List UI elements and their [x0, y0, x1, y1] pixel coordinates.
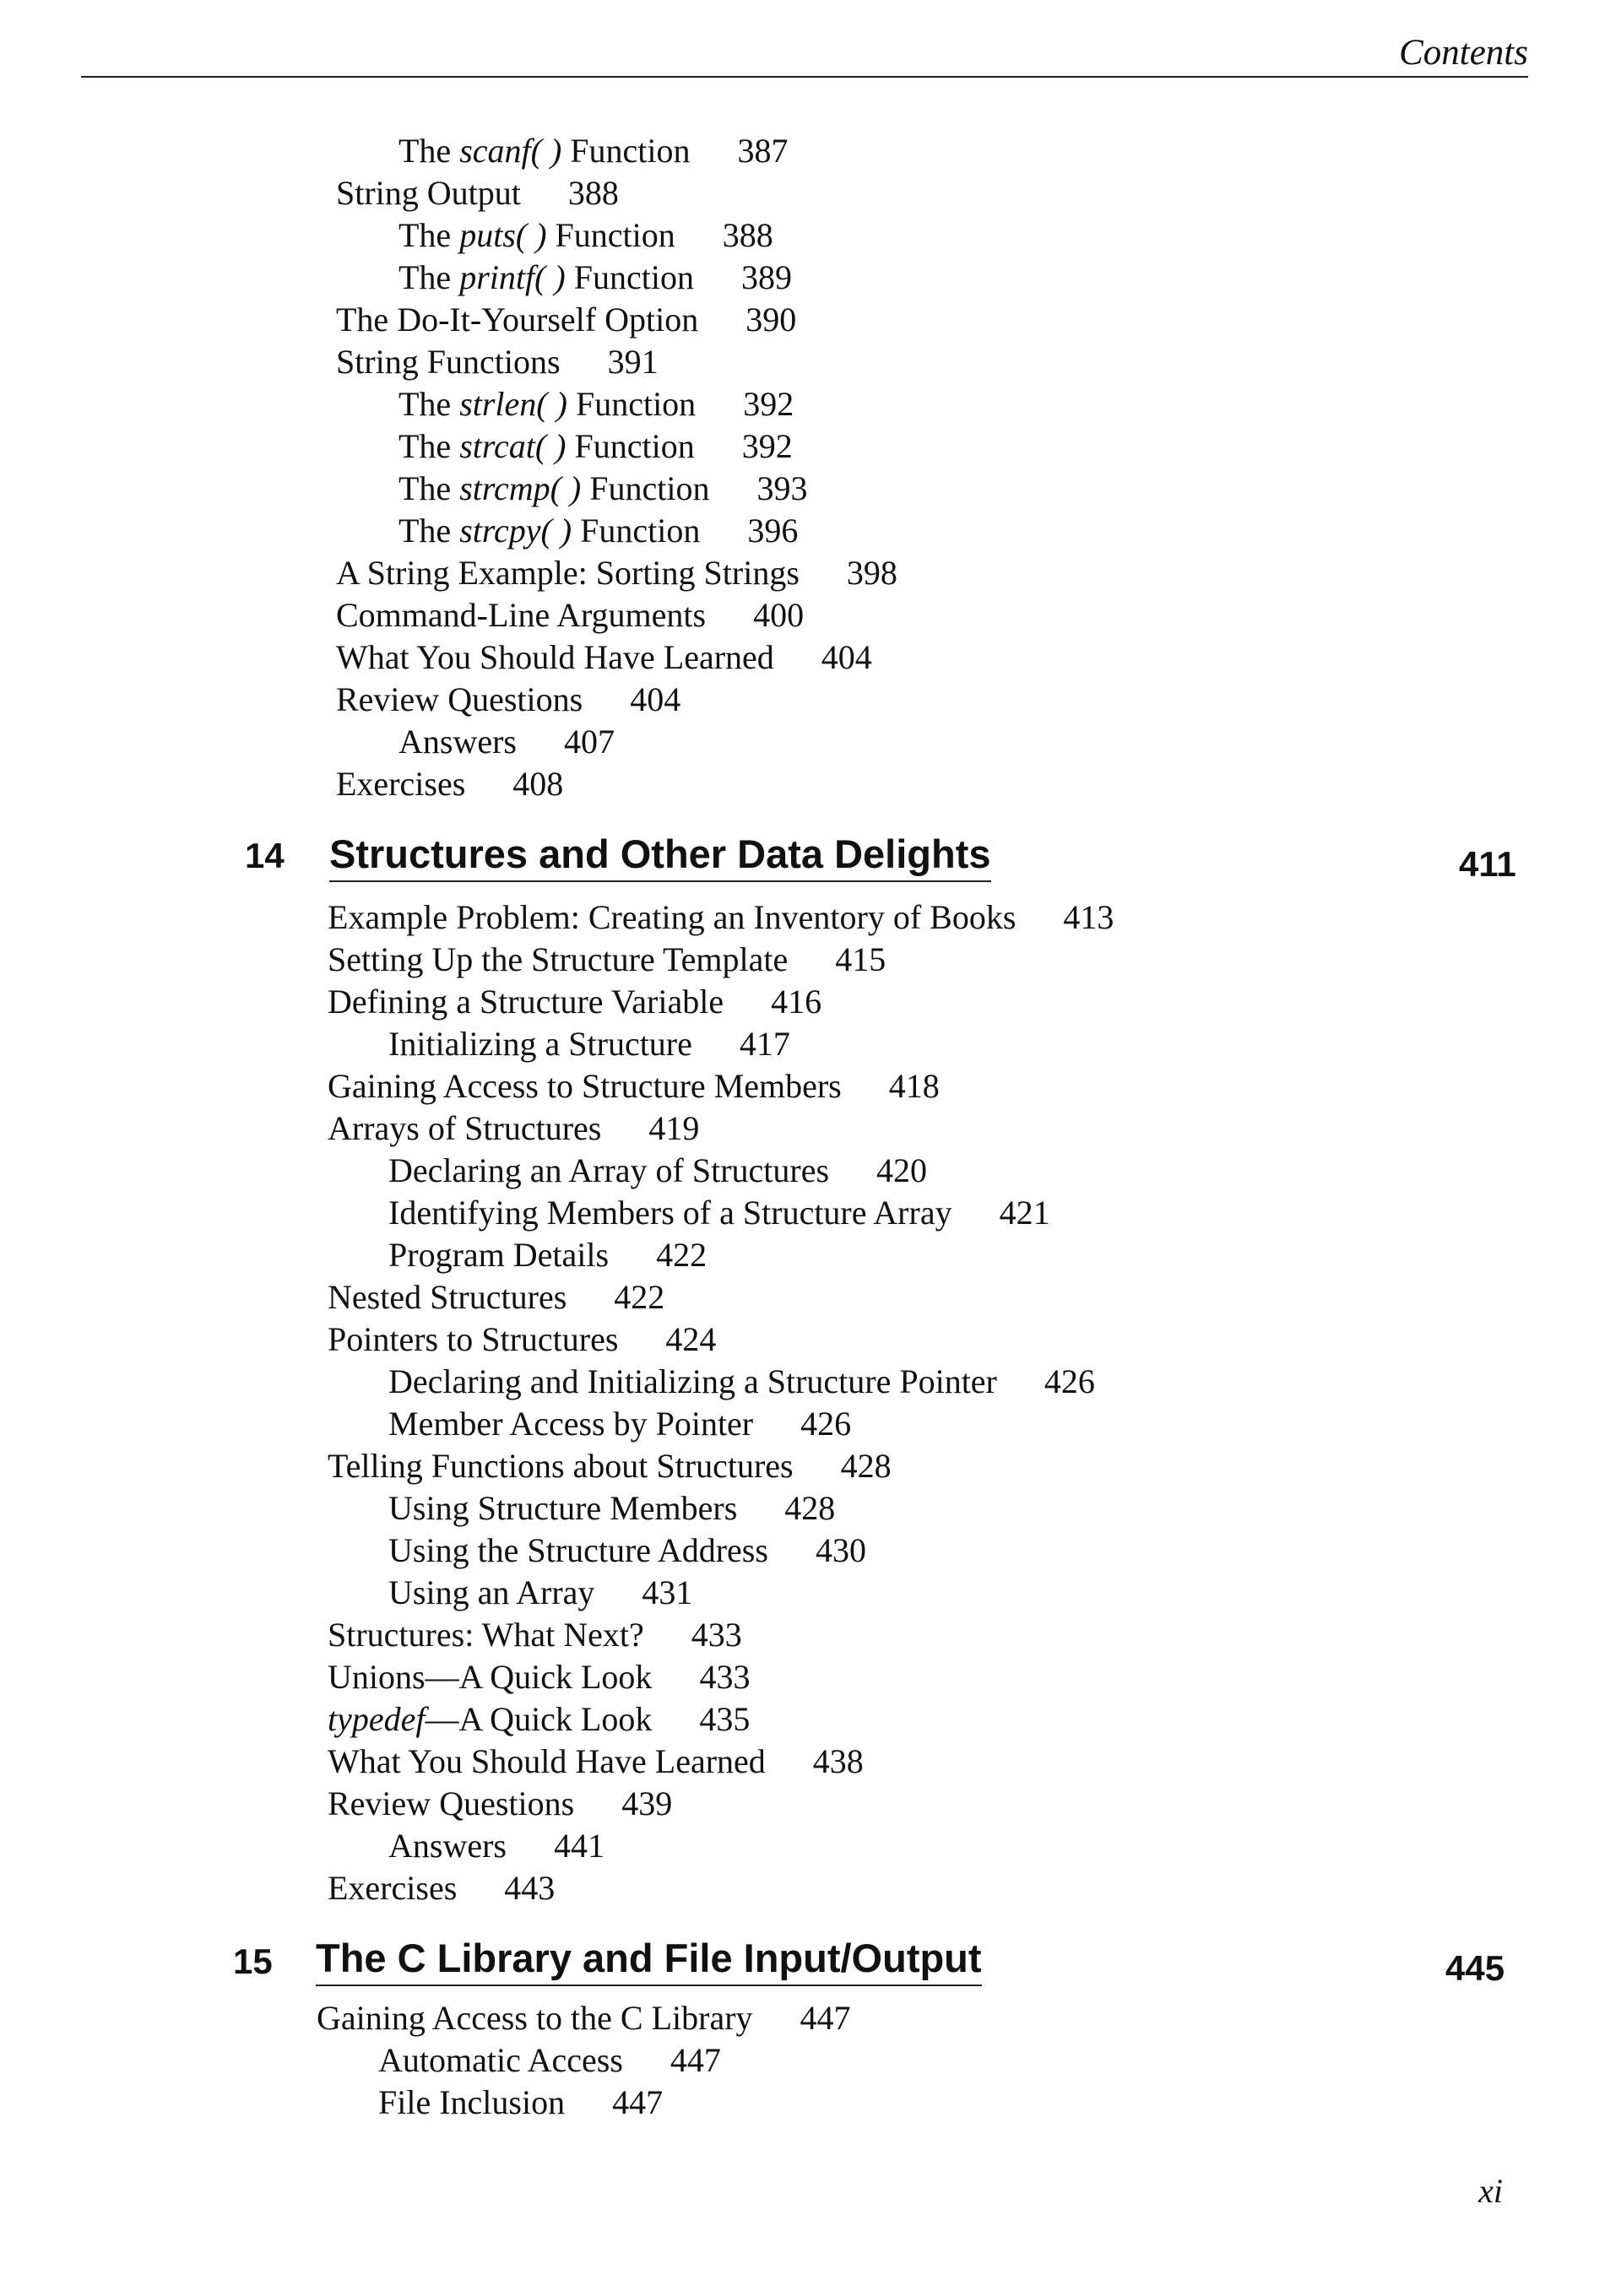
toc-entry-title: Setting Up the Structure Template	[328, 940, 789, 978]
chapter-14-title: Structures and Other Data Delights	[329, 831, 991, 882]
toc-entry	[328, 1698, 750, 1741]
toc-entry-title: Automatic Access	[378, 2041, 623, 2079]
toc-entry-page: 422	[656, 1236, 707, 1274]
toc-entry-title: The scanf( ) Function	[398, 132, 691, 170]
toc-entry-title: The puts( ) Function	[398, 216, 675, 254]
code-term: printf( )	[459, 258, 566, 296]
toc-entry-page: 417	[739, 1025, 790, 1063]
toc-entry-page: 421	[999, 1194, 1050, 1232]
toc-entry-page: 419	[648, 1109, 700, 1147]
running-head-title: Contents	[1399, 33, 1528, 73]
toc-entry-page: 422	[614, 1278, 665, 1316]
toc-entry-title: Using the Structure Address	[388, 1531, 768, 1569]
running-head	[81, 30, 1528, 78]
toc-entry	[388, 1023, 790, 1065]
page-folio: xi	[1478, 2172, 1503, 2210]
toc-entry-title: Unions—A Quick Look	[328, 1658, 653, 1696]
toc-entry-title: Telling Functions about Structures	[328, 1447, 794, 1485]
toc-entry-title: String Output	[336, 174, 521, 212]
toc-entry-title: Identifying Members of a Structure Array	[388, 1194, 952, 1232]
toc-entry-page: 391	[607, 343, 659, 381]
code-term: strlen( )	[459, 385, 567, 423]
toc-entry-page: 398	[846, 554, 897, 592]
toc-entry	[388, 1192, 1050, 1234]
toc-entry	[336, 594, 804, 636]
toc-entry-title: Nested Structures	[328, 1278, 567, 1316]
toc-entry-title: Structures: What Next?	[328, 1616, 644, 1654]
toc-entry-page: 430	[815, 1531, 866, 1569]
toc-entry-title: Defining a Structure Variable	[328, 983, 724, 1021]
toc-entry	[388, 1403, 851, 1445]
toc-entry-page: 424	[665, 1320, 717, 1358]
toc-entry	[388, 1487, 835, 1530]
chapter-14-page: 411	[1459, 844, 1516, 884]
toc-entry-page: 447	[800, 1999, 851, 2037]
toc-entry-title: Pointers to Structures	[328, 1320, 619, 1358]
toc-entry-page: 426	[800, 1405, 852, 1443]
toc-entry-page: 407	[563, 723, 615, 761]
toc-entry-title: Answers	[388, 1827, 507, 1865]
toc-entry-title: Member Access by Pointer	[388, 1405, 754, 1443]
toc-entry	[388, 1530, 866, 1572]
toc-entry	[336, 679, 680, 721]
toc-entry-page: 439	[621, 1784, 673, 1822]
toc-entry	[398, 383, 794, 425]
chapter-14-number: 14	[245, 836, 285, 875]
toc-entry	[328, 939, 886, 981]
toc-entry-title: Gaining Access to the C Library	[317, 1999, 753, 2037]
toc-entry-title: Arrays of Structures	[328, 1109, 602, 1147]
toc-entry	[398, 468, 807, 510]
toc-entry-page: 438	[812, 1742, 864, 1780]
toc-entry-title: The Do-It-Yourself Option	[336, 301, 699, 338]
toc-entry-title: Using an Array	[388, 1573, 595, 1611]
toc-entry-title: The printf( ) Function	[398, 258, 694, 296]
toc-entry-title: Exercises	[328, 1869, 458, 1907]
code-term: puts( )	[459, 216, 547, 254]
toc-entry	[398, 257, 792, 299]
toc-entry-page: 413	[1063, 898, 1114, 936]
toc-entry-page: 400	[753, 596, 805, 634]
toc-entry-title: The strcmp( ) Function	[398, 469, 710, 507]
toc-entry-title: Gaining Access to Structure Members	[328, 1067, 842, 1105]
toc-entry-page: 428	[840, 1447, 892, 1485]
toc-entry-page: 431	[642, 1573, 693, 1611]
toc-entry	[336, 636, 872, 679]
toc-entry	[328, 1614, 742, 1656]
toc-entry	[336, 763, 563, 805]
toc-entry	[328, 1656, 750, 1698]
toc-entry	[328, 896, 1114, 939]
toc-entry-page: 392	[741, 427, 793, 465]
toc-entry-page: 433	[699, 1658, 751, 1696]
toc-entry-page: 418	[888, 1067, 940, 1105]
toc-entry	[328, 981, 821, 1023]
toc-entry-page: 443	[504, 1869, 556, 1907]
toc-entry	[388, 1825, 604, 1867]
toc-entry	[328, 1445, 892, 1487]
toc-entry-title: Initializing a Structure	[388, 1025, 692, 1063]
code-term: typedef	[328, 1700, 426, 1738]
toc-entry	[398, 425, 793, 468]
code-term: strcmp( )	[459, 469, 582, 507]
toc-entry	[328, 1867, 555, 1909]
toc-entry-title: Program Details	[388, 1236, 610, 1274]
toc-entry-page: 388	[722, 216, 773, 254]
toc-entry	[398, 721, 615, 763]
toc-entry-title: A String Example: Sorting Strings	[336, 554, 800, 592]
toc-entry-title: What You Should Have Learned	[336, 638, 774, 676]
toc-entry-title: What You Should Have Learned	[328, 1742, 766, 1780]
toc-entry	[398, 130, 789, 172]
toc-entry-page: 392	[743, 385, 794, 423]
toc-entry-page: 390	[745, 301, 797, 338]
code-term: scanf( )	[459, 132, 562, 170]
toc-entry-title: Example Problem: Creating an Inventory of Books	[328, 898, 1017, 936]
toc-entry-page: 447	[612, 2083, 664, 2121]
toc-entry-page: 416	[771, 983, 822, 1021]
toc-entry-title: Answers	[398, 723, 517, 761]
toc-entry-title: String Functions	[336, 343, 561, 381]
chapter-15-page: 445	[1445, 1948, 1505, 1988]
toc-entry-page: 393	[756, 469, 808, 507]
toc-entry-title: Review Questions	[336, 680, 583, 718]
toc-entry-title: Using Structure Members	[388, 1489, 738, 1527]
toc-entry	[328, 1783, 672, 1825]
toc-entry-page: 388	[567, 174, 619, 212]
toc-entry	[328, 1107, 699, 1150]
toc-entry	[328, 1319, 716, 1361]
toc-entry	[328, 1741, 864, 1783]
code-term: strcat( )	[459, 427, 567, 465]
toc-entry-title: Declaring an Array of Structures	[388, 1151, 830, 1189]
toc-entry-page: 389	[740, 258, 792, 296]
toc-entry-title: Command-Line Arguments	[336, 596, 707, 634]
toc-entry-title: Review Questions	[328, 1784, 575, 1822]
toc-entry	[388, 1572, 692, 1614]
code-term: strcpy( )	[459, 512, 572, 550]
toc-entry-page: 387	[737, 132, 789, 170]
toc-entry-page: 428	[784, 1489, 836, 1527]
toc-entry	[398, 214, 773, 257]
toc-entry-page: 396	[747, 512, 799, 550]
toc-entry-page: 415	[835, 940, 886, 978]
chapter-15-number: 15	[233, 1941, 273, 1981]
toc-entry-title: The strcpy( ) Function	[398, 512, 701, 550]
toc-entry-title: File Inclusion	[378, 2083, 566, 2121]
toc-entry-page: 447	[670, 2041, 721, 2079]
toc-entry	[378, 2082, 663, 2124]
toc-entry-page: 435	[699, 1700, 751, 1738]
toc-entry-title: The strlen( ) Function	[398, 385, 697, 423]
toc-entry-page: 433	[691, 1616, 742, 1654]
toc-entry	[398, 510, 798, 552]
toc-entry	[388, 1361, 1095, 1403]
chapter-15-title: The C Library and File Input/Output	[316, 1935, 982, 1986]
toc-entry	[328, 1276, 664, 1319]
toc-entry	[388, 1234, 707, 1276]
toc-entry-page: 408	[512, 765, 564, 803]
toc-entry-page: 426	[1044, 1362, 1095, 1400]
toc-entry-title: typedef—A Quick Look	[328, 1700, 653, 1738]
toc-entry-page: 420	[876, 1151, 928, 1189]
toc-entry	[388, 1150, 927, 1192]
toc-entry-title: The strcat( ) Function	[398, 427, 695, 465]
toc-entry	[336, 552, 897, 594]
toc-entry	[336, 299, 796, 341]
toc-entry-page: 404	[630, 680, 681, 718]
toc-entry	[328, 1065, 940, 1107]
toc-entry-page: 404	[821, 638, 872, 676]
toc-entry	[336, 172, 619, 214]
toc-entry	[378, 2039, 721, 2082]
toc-entry	[336, 341, 659, 383]
toc-entry	[317, 1997, 851, 2039]
toc-entry-title: Declaring and Initializing a Structure Pointer	[388, 1362, 997, 1400]
toc-entry-page: 441	[553, 1827, 604, 1865]
toc-entry-title: Exercises	[336, 765, 466, 803]
